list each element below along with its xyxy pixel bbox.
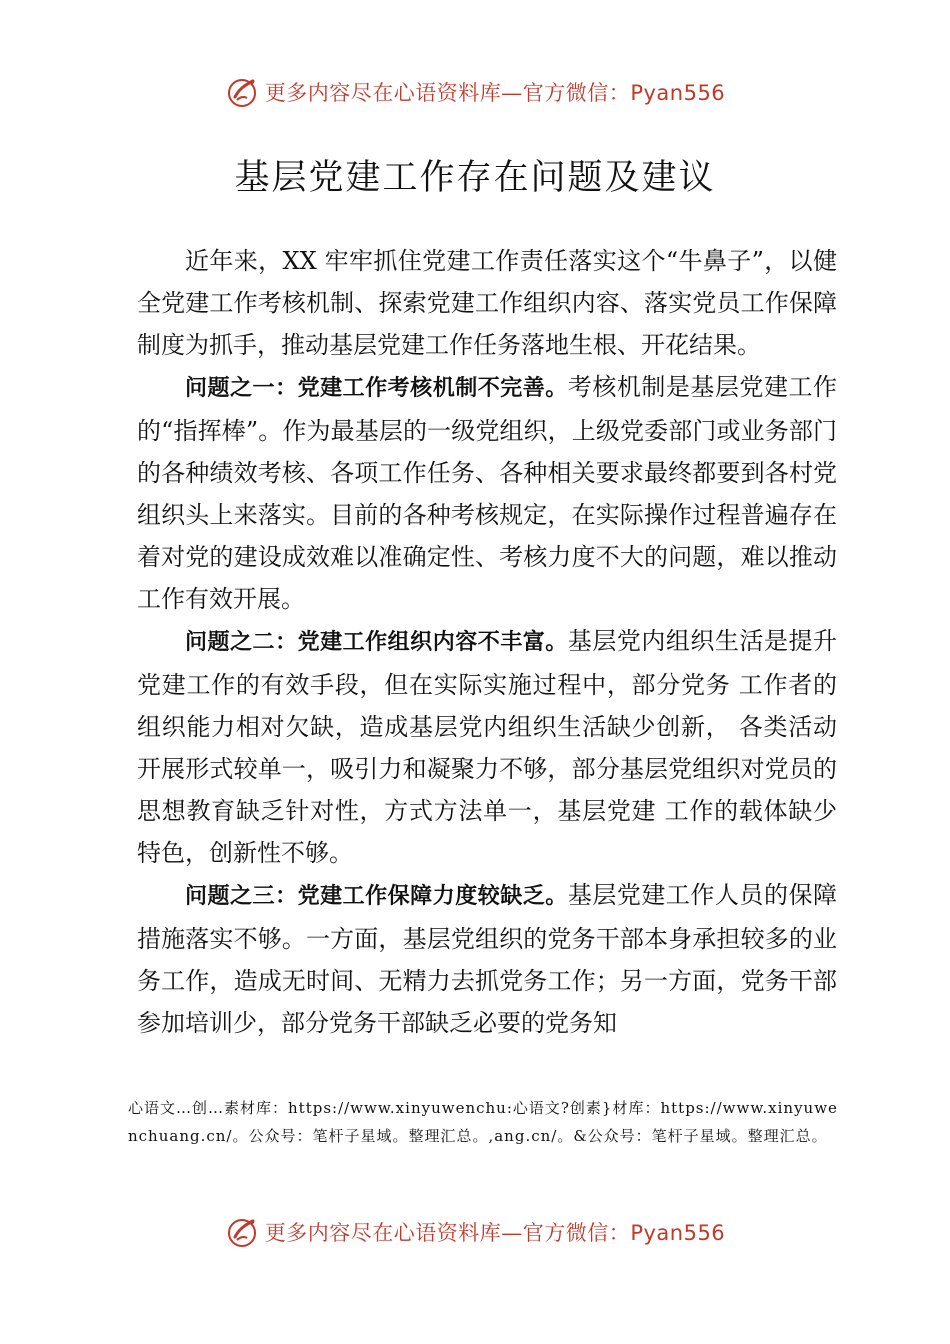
header-banner-content (225, 75, 725, 109)
paragraph-heading: 问题之二：党建工作组织内容不丰富。 (185, 630, 568, 655)
paragraph-issue-2: 问题之二：党建工作组织内容不丰富。基层党内组织生活是提升党建工作的有效手段，但在实际实施过程中，部分党务 工作者的组织能力相对欠缺，造成基层党内组织生活缺少创新， 各类活动开展形式较单一，吸引力和凝聚力不够，部分基层党组织对党员的思想教育缺乏针对性，方式方法单一，基层党建 工作的载体缺少特色，创新性不够。 (137, 627, 837, 867)
writing-hand-logo-icon (225, 75, 259, 109)
paragraph-intro: 近年来，XX 牢牢抓住党建工作责任落实这个“牛鼻子”，以健全党建工作考核机制、探索党建工作组织内容、落实党员工作保障制度为抓手，推动基层党建工作任务落地生根、开花结果。 (137, 247, 837, 359)
footer-banner-text: 更多内容尽在心语资料库—官方微信：Pyan556 (264, 1221, 726, 1245)
paragraph-heading: 问题之三：党建工作保障力度较缺乏。 (185, 884, 568, 909)
paragraph-issue-1: 问题之一：党建工作考核机制不完善。考核机制是基层党建工作的“指挥棒”。作为最基层的一级党组织，上级党委部门或业务部门的各种绩效考核、各项工作任务、各种相关要求最终都要到各村党组织头上来落实。目前的各种考核规定，在实际操作过程普遍存在着对党的建设成效难以准确定性、考核力度不大的问题，难以推动工作有效开展。 (137, 373, 837, 613)
document-title: 基层党建工作存在问题及建议 (234, 158, 716, 198)
paragraph-heading: 问题之一：党建工作考核机制不完善。 (185, 376, 568, 401)
footer-banner (0, 1212, 950, 1252)
paragraph-issue-3: 问题之三：党建工作保障力度较缺乏。基层党建工作人员的保障措施落实不够。一方面，基层党组织的党务干部本身承担较多的业务工作，造成无时间、无精力去抓党务工作；另一方面，党务干部参加培训少，部分党务干部缺乏必要的党务知 (137, 881, 837, 1037)
header-banner (0, 72, 950, 112)
header-banner-text: 更多内容尽在心语资料库—官方微信：Pyan556 (264, 81, 726, 105)
footer-banner-content (225, 1215, 725, 1249)
writing-hand-logo-icon (225, 1215, 259, 1249)
document-body (137, 240, 837, 1044)
source-footnote: 心语文…创…素材库：https://www.xinyuwenchu:心语文?创素}材库：https://www.xinyuwenchuang.cn/。公众号：笔杆子星域。整理汇总。,ang.cn/。&公众号：笔杆子星域。整理汇总。 (128, 1099, 838, 1145)
